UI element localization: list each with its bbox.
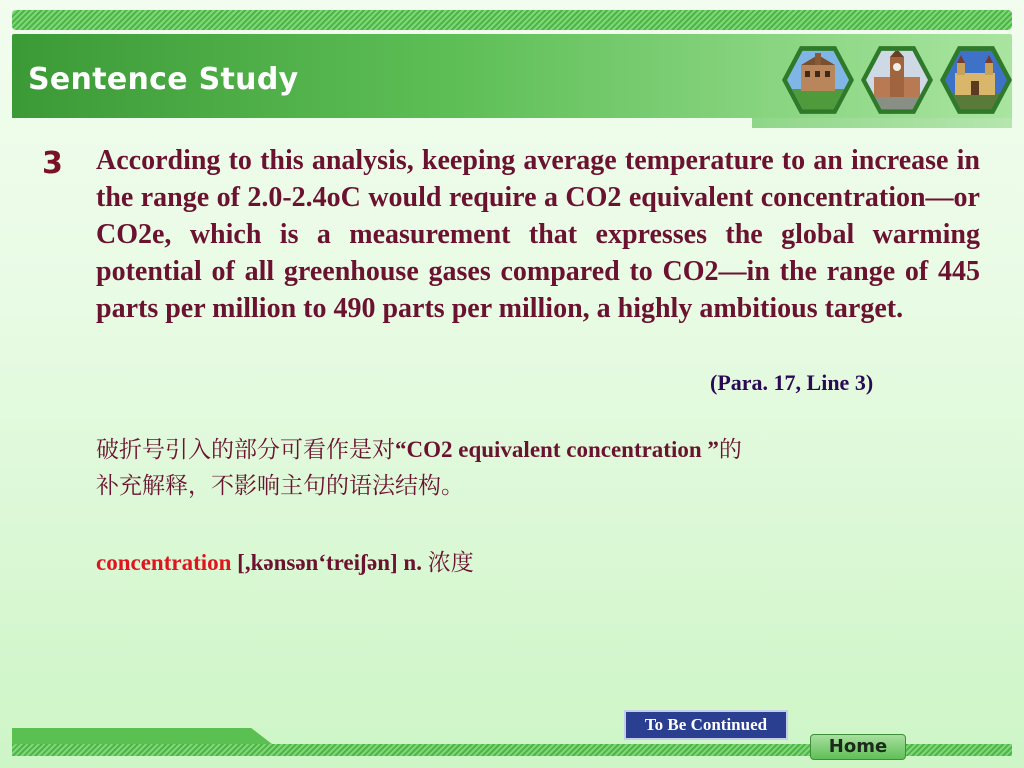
paragraph-citation: (Para. 17, Line 3)	[710, 370, 874, 395]
sentence-number: 3	[42, 146, 63, 181]
banner-shelf	[12, 118, 1012, 128]
note-quote-close: ”	[707, 437, 719, 462]
note-text-part2: 的	[718, 437, 742, 463]
home-button[interactable]: Home	[810, 734, 906, 760]
grammar-note	[96, 432, 936, 504]
sentence-paragraph: According to this analysis, keeping average temperature to an increase in the range of 2.0-2.4oC would require a CO2 equivalent concentration—or CO2e, which is a measurement that expresses the global warming potential of all greenhouse gases compared to CO2—in the range of 445 parts per million to 490 parts per million, a highly ambitious target.	[96, 145, 980, 324]
vocab-part-of-speech: n.	[403, 550, 422, 575]
note-text-line2: 补充解释，不影响主句的语法结构。	[96, 473, 464, 499]
vocabulary-entry	[96, 544, 474, 577]
bottom-left-decorative-bar	[12, 728, 272, 744]
vocab-meaning: 浓度	[427, 550, 474, 576]
note-quote-open: “	[395, 437, 407, 462]
note-text-part1: 破折号引入的部分可看作是对	[96, 437, 395, 463]
page-title: Sentence Study	[28, 62, 299, 97]
vocab-word: concentration	[96, 550, 232, 575]
top-decorative-stripe	[12, 10, 1012, 30]
to-be-continued-button[interactable]: To Be Continued	[624, 710, 788, 740]
note-phrase: CO2 equivalent concentration	[406, 437, 708, 462]
vocab-phonetic: [,kənsən‘treiʃən]	[237, 550, 398, 575]
